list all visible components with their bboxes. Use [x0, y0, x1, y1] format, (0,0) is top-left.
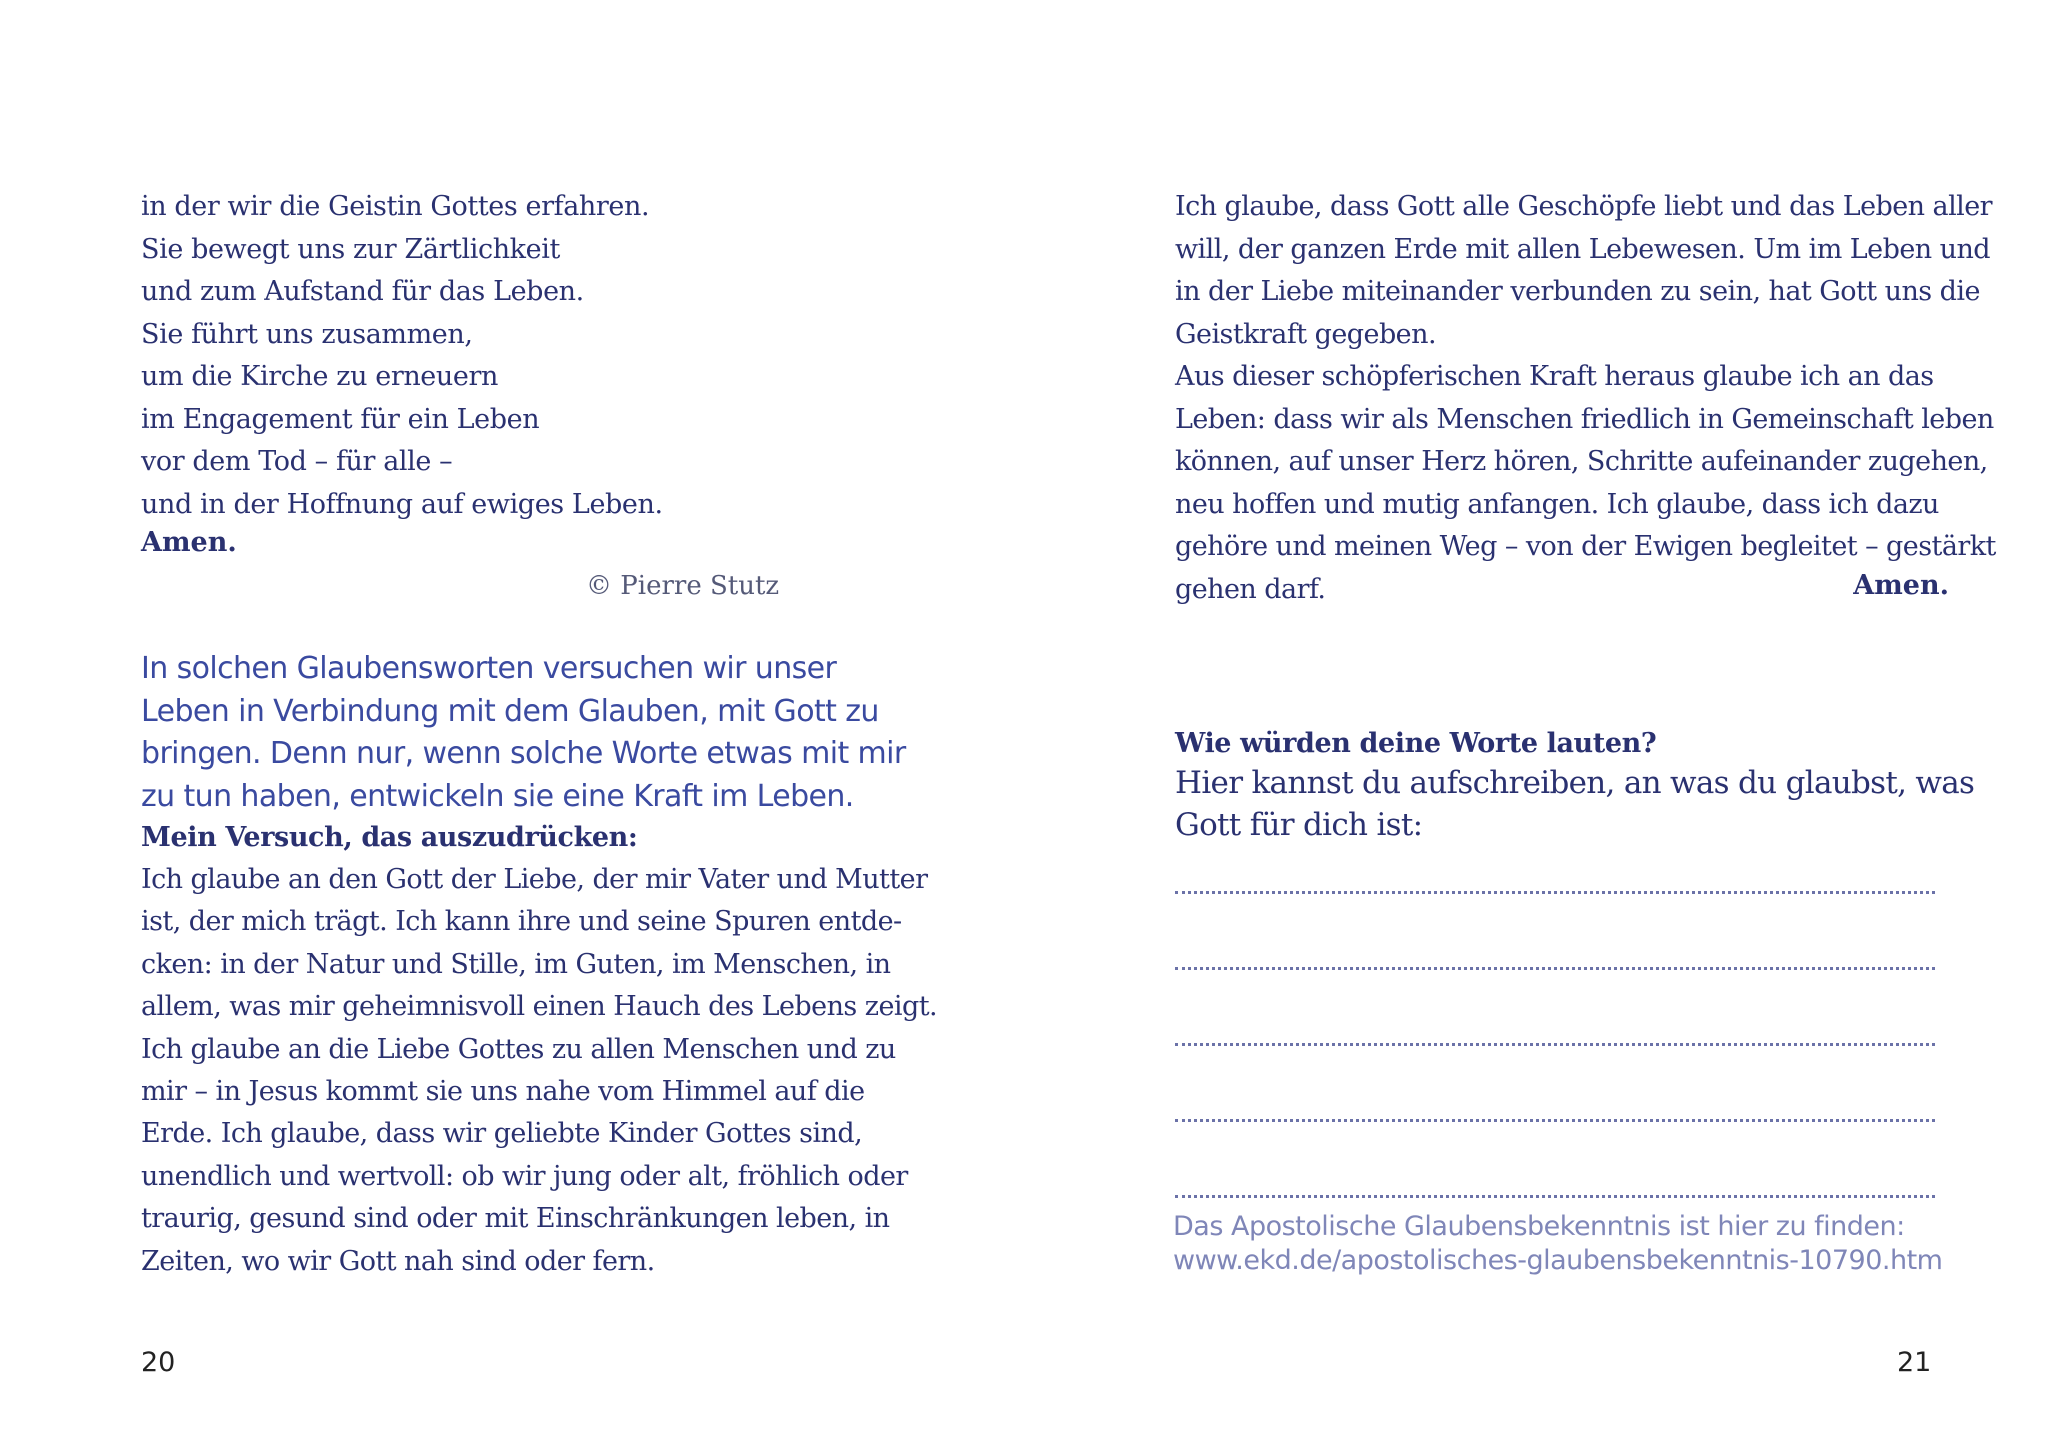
writing-line[interactable] [1175, 1119, 1935, 1122]
creed-line: Aus dieser schöpferischen Kraft heraus glaube ich an das [1175, 361, 1934, 392]
writing-line[interactable] [1175, 967, 1935, 970]
attempt-line: Zeiten, wo wir Gott nah sind oder fern. [141, 1245, 655, 1277]
poem-line: Sie führt uns zusammen, [141, 318, 473, 350]
writing-line[interactable] [1175, 1195, 1935, 1198]
attempt-line: mir – in Jesus kommt sie uns nahe vom Himmel auf die [141, 1076, 865, 1108]
attempt-line: Ich glaube an die Liebe Gottes zu allen Menschen und zu [141, 1033, 896, 1065]
attempt-line: Erde. Ich glaube, dass wir geliebte Kinder Gottes sind, [141, 1118, 863, 1150]
intro-paragraph [141, 648, 906, 818]
writing-line[interactable] [1175, 1043, 1935, 1046]
creed-line: Ich glaube, dass Gott alle Geschöpfe liebt und das Leben aller [1175, 191, 1993, 222]
creed-line: Leben: dass wir als Menschen friedlich in Gemeinschaft leben [1175, 403, 1994, 435]
poem-line: im Engagement für ein Leben [141, 403, 540, 435]
attempt-line: allem, was mir geheimnisvoll einen Hauch des Lebens zeigt. [141, 991, 938, 1023]
reference-line: Das Apostolische Glaubensbekenntnis ist hier zu finden: [1173, 1211, 1905, 1242]
creed-line: gehen darf. [1175, 573, 1326, 605]
attempt-line: ist, der mich trägt. Ich kann ihre und seine Spuren entde- [141, 906, 902, 938]
page-number-left: 20 [141, 1347, 176, 1378]
attempt-heading: Mein Versuch, das auszudrücken: [141, 822, 638, 853]
attempt-line: unendlich und wertvoll: ob wir jung oder alt, fröhlich oder [141, 1160, 908, 1192]
question-heading: Wie würden deine Worte lauten? [1175, 728, 1657, 759]
prompt-line: Hier kannst du aufschreiben, an was du glaubst, was [1175, 765, 1975, 801]
attempt-line: Ich glaube an den Gott der Liebe, der mir Vater und Mutter [141, 864, 928, 895]
poem-line: um die Kirche zu erneuern [141, 361, 498, 392]
creed-paragraph [1175, 186, 1996, 611]
creed-line: neu hoffen und mutig anfangen. Ich glaube, dass ich dazu [1175, 488, 1939, 520]
intro-line: In solchen Glaubensworten versuchen wir unser [141, 651, 837, 686]
poem-line: vor dem Tod – für alle – [141, 446, 453, 477]
intro-line: zu tun haben, entwickeln sie eine Kraft im Leben. [141, 778, 854, 814]
poem-text [141, 186, 663, 526]
prompt-line: Gott für dich ist: [1175, 807, 1423, 843]
copyright-credit: © Pierre Stutz [586, 571, 780, 601]
page-number-right: 21 [1897, 1347, 1932, 1378]
reference-link[interactable]: www.ekd.de/apostolisches-glaubensbekenntnis-10790.htm [1173, 1245, 1943, 1276]
reference-note [1173, 1210, 1942, 1278]
attempt-line: traurig, gesund sind oder mit Einschränkungen leben, in [141, 1203, 890, 1235]
poem-line: und in der Hoffnung auf ewiges Leben. [141, 488, 663, 520]
attempt-paragraph [141, 859, 937, 1283]
creed-amen: Amen. [1853, 570, 1949, 601]
writing-line[interactable] [1175, 891, 1935, 894]
intro-line: bringen. Denn nur, wenn solche Worte etwas mit mir [141, 736, 906, 771]
poem-line: Sie bewegt uns zur Zärtlichkeit [141, 233, 560, 265]
poem-line: in der wir die Geistin Gottes erfahren. [141, 191, 650, 222]
attempt-line: cken: in der Natur und Stille, im Guten, im Menschen, in [141, 948, 891, 980]
creed-line: gehöre und meinen Weg – von der Ewigen begleitet – gestärkt [1175, 531, 1996, 562]
creed-line: Geistkraft gegeben. [1175, 318, 1436, 350]
poem-amen: Amen. [141, 527, 237, 558]
creed-line: in der Liebe miteinander verbunden zu sein, hat Gott uns die [1175, 276, 1980, 307]
creed-line: will, der ganzen Erde mit allen Lebewesen. Um im Leben und [1175, 233, 1991, 265]
creed-line: können, auf unser Herz hören, Schritte aufeinander zugehen, [1175, 446, 1988, 477]
writing-prompt [1175, 762, 1974, 846]
intro-line: Leben in Verbindung mit dem Glauben, mit Gott zu [141, 693, 879, 729]
poem-line: und zum Aufstand für das Leben. [141, 276, 584, 307]
